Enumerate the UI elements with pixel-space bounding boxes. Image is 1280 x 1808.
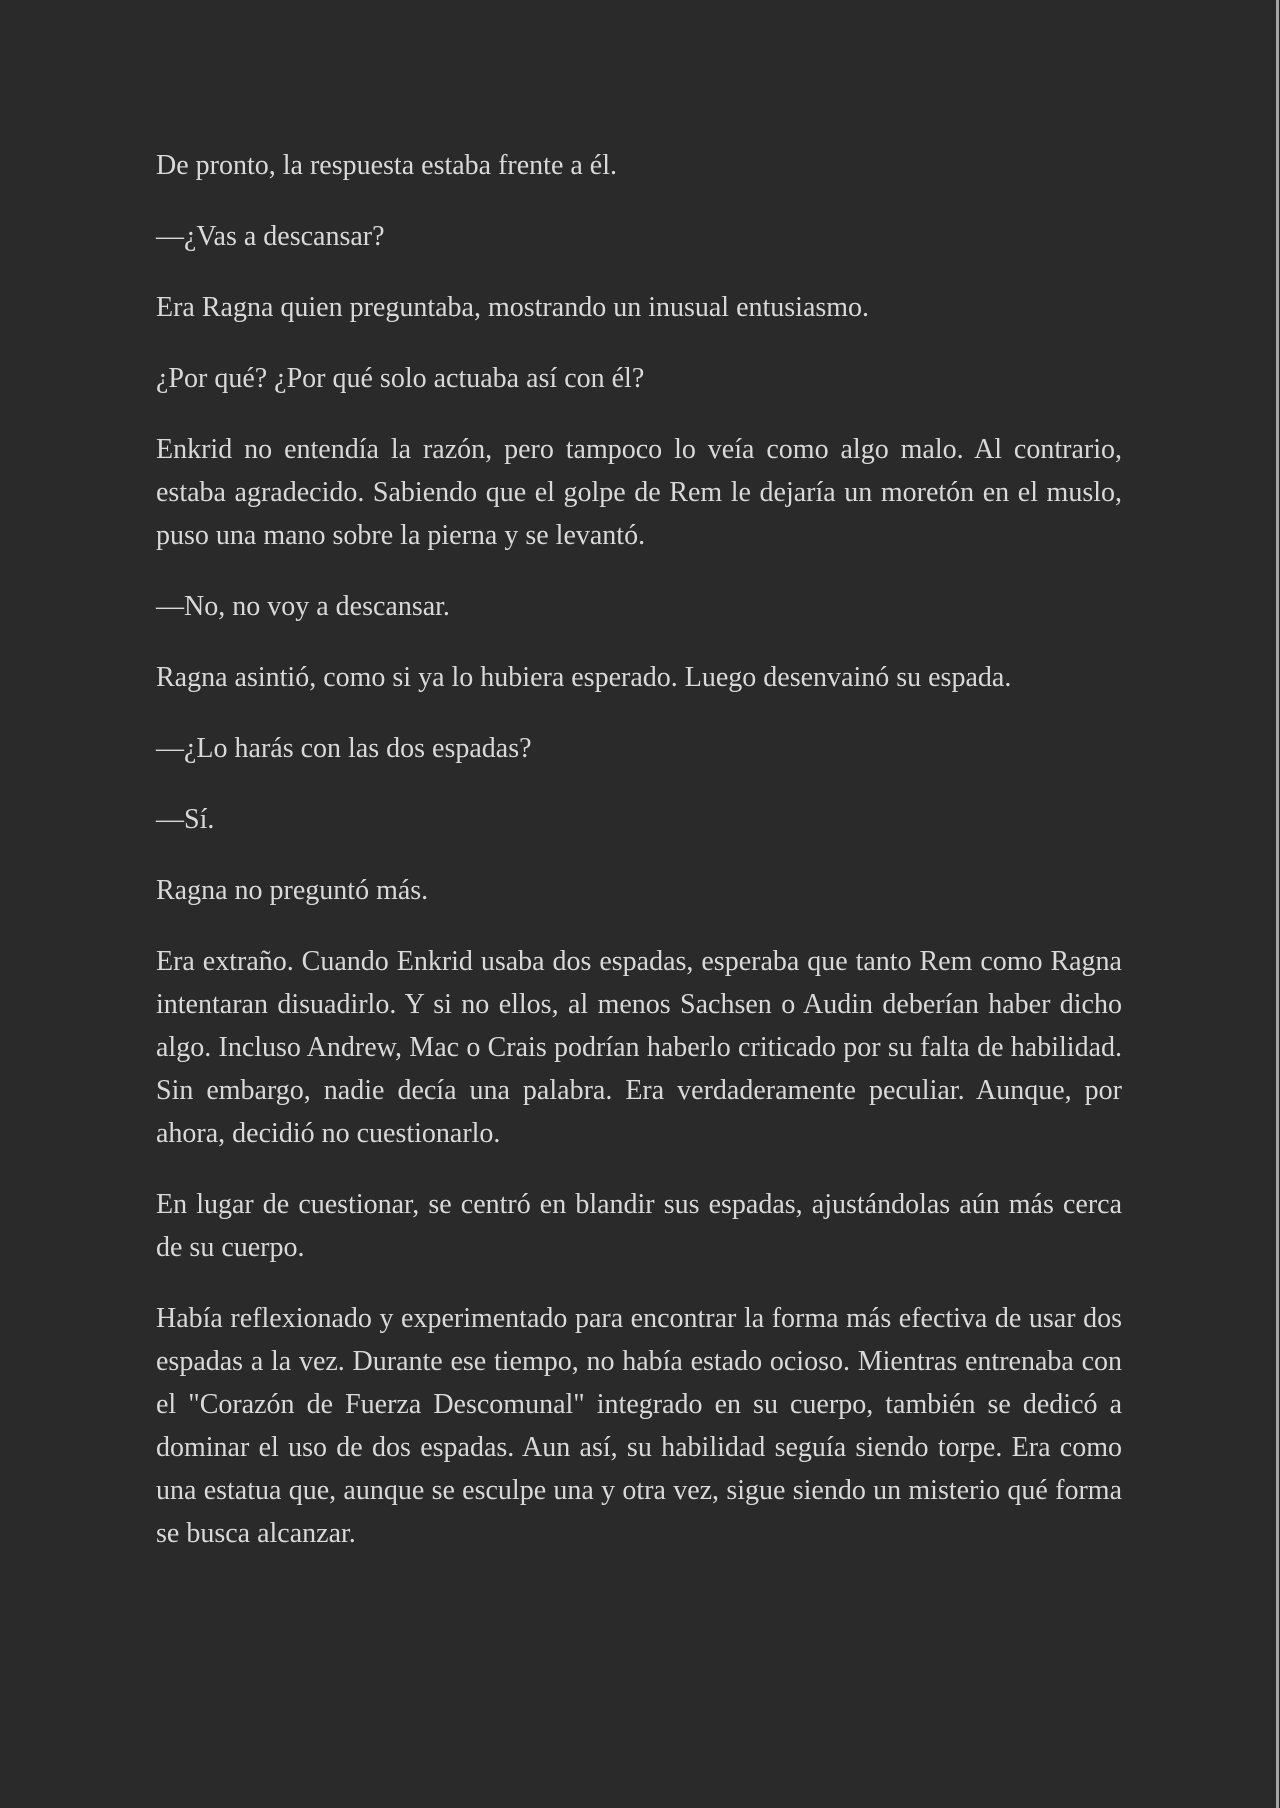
paragraph-13: Había reflexionado y experimentado para encontrar la forma más efectiva de usar dos espadas a la vez. Durante ese tiempo, no había estado ocioso. Mientras entrenaba con el "Corazón de Fuerza Descomunal" integrado en su cuerpo, también se dedicó a dominar el uso de dos espadas. Aun así, su habilidad seguía siendo torpe. Era como una estatua que, aunque se esculpe una y otra vez, sigue siendo un misterio qué forma se busca alcanzar. <box>156 1303 1122 1549</box>
paragraph-6-dialogue: —No, no voy a descansar. <box>156 591 450 622</box>
paragraph-4: ¿Por qué? ¿Por qué solo actuaba así con él? <box>156 363 645 394</box>
paragraph-1: De pronto, la respuesta estaba frente a él. <box>156 150 618 181</box>
paragraph-12: En lugar de cuestionar, se centró en blandir sus espadas, ajustándolas aún más cerca de su cuerpo. <box>156 1189 1122 1263</box>
paragraph-5: Enkrid no entendía la razón, pero tampoco lo veía como algo malo. Al contrario, estaba agradecido. Sabiendo que el golpe de Rem le dejaría un moretón en el muslo, puso una mano sobre la pierna y se levantó. <box>156 434 1122 551</box>
paragraph-10: Ragna no preguntó más. <box>156 875 429 906</box>
paragraph-8-dialogue: —¿Lo harás con las dos espadas? <box>156 733 532 764</box>
paragraph-2-dialogue: —¿Vas a descansar? <box>156 221 385 252</box>
paragraph-9-dialogue: —Sí. <box>156 804 215 835</box>
paragraph-11: Era extraño. Cuando Enkrid usaba dos espadas, esperaba que tanto Rem como Ragna intentaran disuadirlo. Y si no ellos, al menos Sachsen o Audin deberían haber dicho algo. Incluso Andrew, Mac o Crais podrían haberlo criticado por su falta de habilidad. Sin embargo, nadie decía una palabra. Era verdaderamente peculiar. Aunque, por ahora, decidió no cuestionarlo. <box>156 946 1122 1149</box>
paragraph-3: Era Ragna quien preguntaba, mostrando un inusual entusiasmo. <box>156 292 870 323</box>
paragraph-7: Ragna asintió, como si ya lo hubiera esperado. Luego desenvainó su espada. <box>156 662 1012 693</box>
